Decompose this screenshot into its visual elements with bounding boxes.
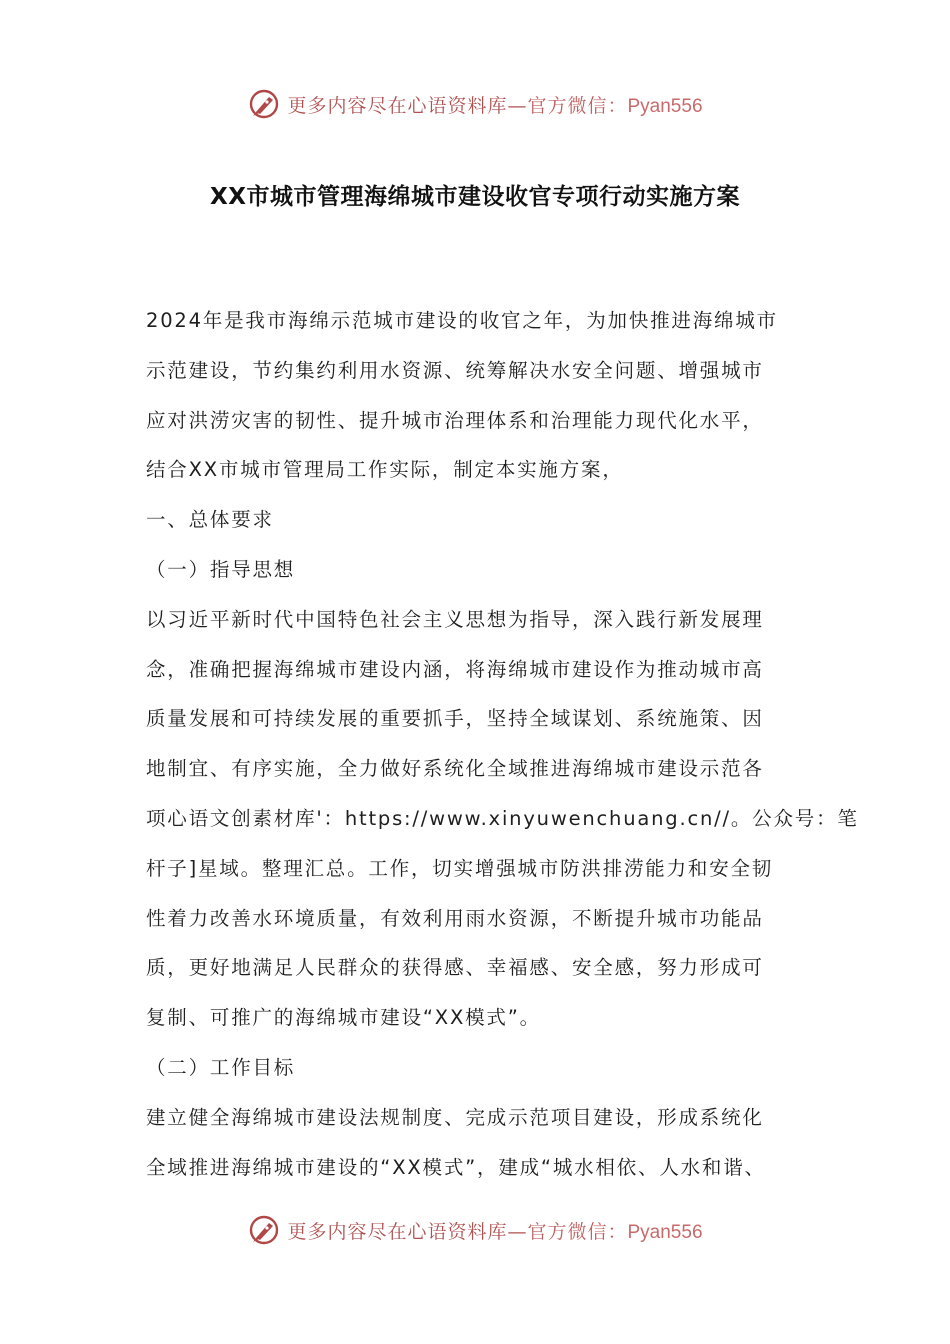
- watermark-header: [0, 84, 950, 124]
- pen-nib-circle-logo-icon: [247, 1213, 281, 1247]
- watermark-wechat-id: Pyan556: [627, 95, 703, 117]
- watermark-brand: 更多内容尽在心语资料库: [287, 94, 508, 117]
- body-line: 地制宜、有序实施，全力做好系统化全域推进海绵城市建设示范各: [146, 757, 764, 781]
- body-line: 性着力改善水环境质量，有效利用雨水资源，不断提升城市功能品: [146, 906, 764, 930]
- body-line: 念，准确把握海绵城市建设内涵，将海绵城市建设作为推动城市高: [146, 657, 764, 681]
- pen-nib-circle-logo-icon: [247, 87, 281, 121]
- body-line: 质量发展和可持续发展的重要抓手，坚持全域谋划、系统施策、因: [146, 707, 764, 731]
- body-line: 全域推进海绵城市建设的“XX模式”，建成“城水相依、人水和谐、: [146, 1155, 766, 1179]
- watermark-brand: 更多内容尽在心语资料库: [287, 1220, 508, 1243]
- section-heading: 一、总体要求: [146, 508, 274, 532]
- subsection-heading: （一）指导思想: [146, 557, 296, 581]
- watermark-official-label: 官方微信：: [527, 94, 628, 117]
- body-line: 以习近平新时代中国特色社会主义思想为指导，深入践行新发展理: [146, 607, 764, 631]
- watermark-official-label: 官方微信：: [527, 1220, 628, 1243]
- body-line: 结合XX市城市管理局工作实际，制定本实施方案，: [146, 458, 624, 482]
- body-line: 建立健全海绵城市建设法规制度、完成示范项目建设，形成系统化: [146, 1105, 764, 1129]
- watermark-text: [287, 1217, 702, 1244]
- watermark-dash: —: [507, 1220, 528, 1243]
- body-line: 质，更好地满足人民群众的获得感、幸福感、安全感，努力形成可: [146, 956, 764, 980]
- body-line: 2024年是我市海绵示范城市建设的收官之年，为加快推进海绵城市: [146, 309, 778, 332]
- document-body: [146, 296, 859, 1192]
- body-line: 示范建设，节约集约利用水资源、统筹解决水安全问题、增强城市: [146, 358, 764, 382]
- subsection-heading: （二）工作目标: [146, 1055, 296, 1079]
- watermark-footer: [0, 1210, 950, 1250]
- body-line: 项心语文创素材库'：https://www.xinyuwenchuang.cn//。公众号：笔: [146, 806, 859, 830]
- body-line: 应对洪涝灾害的韧性、提升城市治理体系和治理能力现代化水平，: [146, 408, 764, 432]
- watermark-dash: —: [507, 94, 528, 117]
- body-line: 杆子]星域。整理汇总。工作，切实增强城市防洪排涝能力和安全韧: [146, 856, 774, 880]
- watermark-wechat-id: Pyan556: [627, 1221, 703, 1243]
- watermark-text: [287, 91, 702, 118]
- document-title: XX市城市管理海绵城市建设收官专项行动实施方案: [210, 184, 740, 210]
- body-line: 复制、可推广的海绵城市建设“XX模式”。: [146, 1006, 541, 1030]
